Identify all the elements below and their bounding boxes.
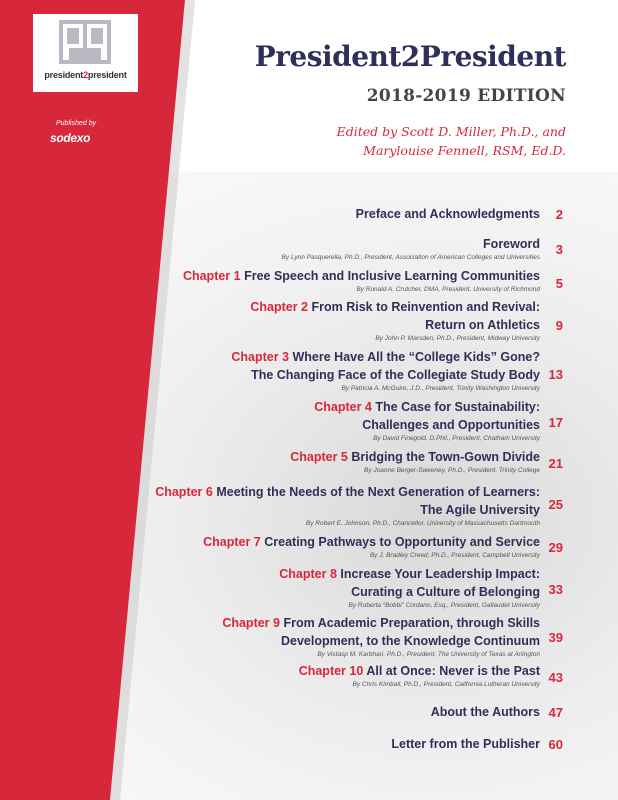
toc-page-number: 43 bbox=[548, 670, 563, 685]
toc-byline: By Ronald A. Crutcher, DMA, President, University of Richmond bbox=[356, 286, 540, 293]
toc-byline: By Robert E. Johnson, Ph.D., Chancellor, University of Massachusetts Dartmouth bbox=[305, 520, 540, 527]
toc-entry-title-line-1 bbox=[282, 235, 540, 253]
toc-title-text: Where Have All the “College Kids” Gone? bbox=[292, 350, 540, 364]
toc-entry[interactable] bbox=[314, 398, 540, 443]
toc-title-text: From Academic Preparation, through Skills bbox=[283, 616, 540, 630]
toc-title-text: From Risk to Reinvention and Revival: bbox=[311, 300, 540, 314]
toc-entry-title-line-1 bbox=[356, 205, 540, 223]
page-title: President2President bbox=[254, 40, 566, 73]
toc-byline: By Lynn Pasquerella, Ph.D., President, Association of American Colleges and Universities bbox=[281, 254, 540, 261]
toc-title-text: Increase Your Leadership Impact: bbox=[340, 567, 540, 581]
toc-page-number: 33 bbox=[548, 582, 563, 597]
toc-entry-title-line-1 bbox=[314, 398, 540, 416]
toc-entry-title-line-1 bbox=[279, 565, 540, 583]
toc-page-number: 25 bbox=[548, 497, 563, 512]
toc-entry-title-line-1 bbox=[222, 614, 540, 632]
toc-entry-title-line-2: The Changing Face of the Collegiate Study Body bbox=[251, 368, 540, 382]
toc-chapter-label: Chapter 2 bbox=[250, 300, 308, 314]
toc-byline: By Chris Kimball, Ph.D., President, California Lutheran University bbox=[352, 681, 540, 688]
toc-entry-title-line-2: The Agile University bbox=[420, 503, 540, 517]
toc-title-text: All at Once: Never is the Past bbox=[366, 664, 540, 678]
toc-entry[interactable] bbox=[250, 298, 540, 343]
toc-page-number: 3 bbox=[555, 242, 563, 257]
toc-entry[interactable] bbox=[290, 448, 540, 475]
editors-line-2: Marylouise Fennell, RSM, Ed.D. bbox=[363, 143, 566, 158]
toc-byline: By Joanne Berger-Sweeney, Ph.D., President, Trinity College bbox=[364, 467, 540, 474]
toc-title-text: Letter from the Publisher bbox=[391, 737, 540, 751]
published-by-label: Published by bbox=[56, 120, 97, 127]
toc-entry-title-line-2: Development, to the Knowledge Continuum bbox=[280, 634, 540, 648]
toc-entry[interactable] bbox=[155, 483, 540, 528]
edition-label: 2018-2019 EDITION bbox=[366, 86, 566, 106]
toc-byline: By Vistasp M. Karbhari, Ph.D., President, The University of Texas at Arlington bbox=[317, 651, 540, 658]
toc-entry-title-line-1 bbox=[183, 267, 540, 285]
toc-entry-title-line-1 bbox=[250, 298, 540, 316]
toc-entry[interactable] bbox=[282, 235, 540, 262]
toc-title-text: Bridging the Town-Gown Divide bbox=[351, 450, 540, 464]
toc-page-number: 21 bbox=[548, 456, 563, 471]
toc-page-number: 29 bbox=[548, 540, 563, 555]
toc-byline: By Roberta “Bobbi” Cordano, Esq., President, Gallaudet University bbox=[348, 602, 540, 609]
toc-chapter-label: Chapter 9 bbox=[222, 616, 280, 630]
toc-page-number: 39 bbox=[548, 630, 563, 645]
logo-text: president2president bbox=[44, 70, 127, 80]
toc-chapter-label: Chapter 7 bbox=[203, 535, 261, 549]
toc-title-text: About the Authors bbox=[430, 705, 540, 719]
toc-byline: By David Finegold, D.Phil., President, Chatham University bbox=[373, 435, 540, 442]
toc-page-number: 9 bbox=[555, 318, 563, 333]
toc-entry[interactable] bbox=[279, 565, 540, 610]
toc-entry-title-line-1 bbox=[299, 662, 540, 680]
toc-page-number: 47 bbox=[548, 705, 563, 720]
toc-entry-title-line-2: Challenges and Opportunities bbox=[362, 418, 540, 432]
toc-entry[interactable] bbox=[431, 703, 540, 721]
toc-title-text: Meeting the Needs of the Next Generation of Learners: bbox=[216, 485, 540, 499]
toc-chapter-label: Chapter 3 bbox=[231, 350, 290, 364]
toc-entry-title-line-1 bbox=[391, 735, 540, 753]
toc-page-number: 2 bbox=[555, 207, 563, 222]
toc-entry-title-line-2: Return on Athletics bbox=[425, 318, 540, 332]
toc-chapter-label: Chapter 1 bbox=[182, 269, 241, 283]
toc-entry[interactable] bbox=[231, 348, 540, 393]
toc-title-text: Foreword bbox=[483, 237, 540, 251]
toc-entry[interactable] bbox=[391, 735, 540, 753]
toc-page-number: 5 bbox=[555, 276, 563, 291]
toc-title-text: Creating Pathways to Opportunity and Service bbox=[264, 535, 540, 549]
toc-entry[interactable] bbox=[356, 205, 540, 223]
toc-chapter-label: Chapter 8 bbox=[279, 567, 337, 581]
toc-entry[interactable] bbox=[222, 614, 540, 659]
toc-page-number: 17 bbox=[548, 415, 563, 430]
toc-chapter-label: Chapter 6 bbox=[155, 485, 213, 499]
toc-chapter-label: Chapter 5 bbox=[290, 450, 348, 464]
publisher-logo: sodexo bbox=[50, 131, 91, 145]
toc-page-number: 13 bbox=[548, 367, 563, 382]
toc-entry[interactable] bbox=[203, 533, 540, 560]
toc-entry-title-line-1 bbox=[231, 348, 540, 366]
editors-line-1: Edited by Scott D. Miller, Ph.D., and bbox=[336, 124, 566, 139]
toc-title-text: The Case for Sustainability: bbox=[375, 400, 540, 414]
toc-byline: By Patricia A. McGuire, J.D., President, Trinity Washington University bbox=[341, 385, 540, 392]
toc-entry-title-line-1 bbox=[155, 483, 540, 501]
toc-entry-title-line-1 bbox=[203, 533, 540, 551]
toc-byline: By John P. Marsden, Ph.D., President, Midway University bbox=[375, 335, 540, 342]
toc-title-text: Free Speech and Inclusive Learning Communities bbox=[244, 269, 540, 283]
toc-entry[interactable] bbox=[299, 662, 540, 689]
toc-entry-title-line-1 bbox=[290, 448, 540, 466]
toc-byline: By J. Bradley Creed, Ph.D., President, Campbell University bbox=[369, 552, 540, 559]
toc-chapter-label: Chapter 4 bbox=[314, 400, 372, 414]
toc-chapter-label: Chapter 10 bbox=[298, 664, 364, 678]
toc-entry[interactable] bbox=[183, 267, 540, 294]
toc-entry-title-line-1 bbox=[431, 703, 540, 721]
toc-page-number: 60 bbox=[548, 737, 563, 752]
toc-title-text: Preface and Acknowledgments bbox=[355, 207, 540, 221]
toc-entry-title-line-2: Curating a Culture of Belonging bbox=[351, 585, 540, 599]
